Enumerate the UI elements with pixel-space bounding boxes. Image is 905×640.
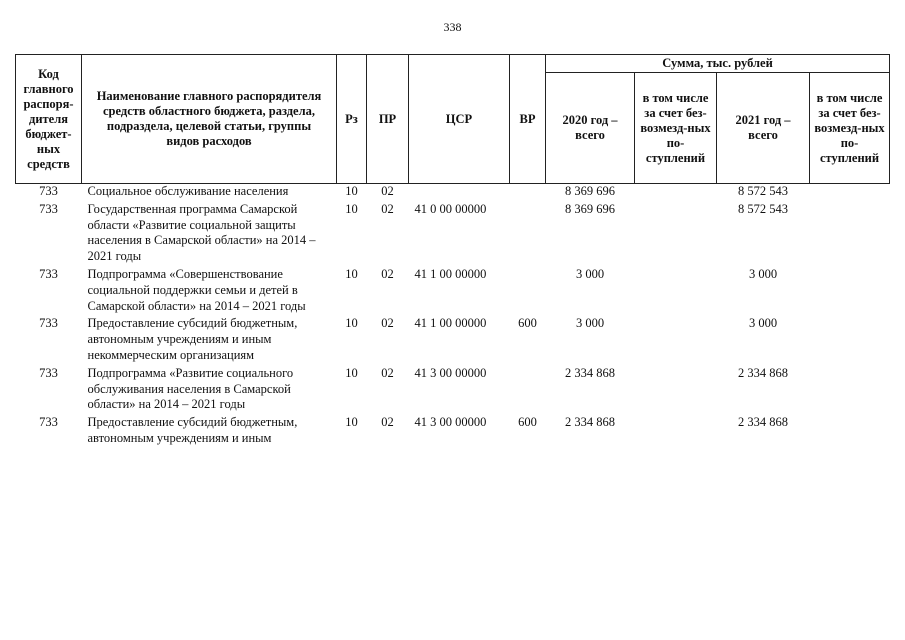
cell-name: Подпрограмма «Совершенствование социальной поддержки семьи и детей в Самарской области» на 2014 – 2021 годы [87, 266, 306, 313]
cell-csr: 41 3 00 00000 [414, 415, 487, 430]
cell-2020-total: 8 369 696 [565, 184, 615, 198]
cell-vr: 600 [518, 316, 537, 331]
header-vr: ВР [510, 55, 546, 184]
cell-2021-total: 8 572 543 [738, 201, 788, 216]
table-row [16, 265, 890, 314]
cell-2020-free [635, 265, 717, 314]
cell-code: 733 [39, 201, 58, 216]
cell-2021-free [810, 314, 890, 363]
cell-pr: 02 [381, 201, 394, 216]
cell-2020-free [635, 364, 717, 413]
cell-code: 733 [39, 415, 58, 430]
cell-name: Предоставление субсидий бюджетным, автономным учреждениям и иным некоммерческим организациям [87, 316, 298, 362]
cell-csr: 41 3 00 00000 [414, 365, 487, 380]
cell-2020-free [635, 200, 717, 265]
cell-2021-free [810, 413, 890, 447]
cell-2021-free [810, 364, 890, 413]
cell-2020-total: 3 000 [575, 266, 605, 281]
cell-csr: 41 1 00 00000 [414, 316, 487, 331]
cell-csr: 41 1 00 00000 [414, 266, 487, 281]
header-pr: ПР [367, 55, 409, 184]
cell-name: Государственная программа Самарской области «Развитие социальной защиты населения в Самарской области» на 2014 – 2021 годы [87, 201, 316, 264]
cell-rz: 10 [345, 415, 358, 430]
cell-pr: 02 [381, 415, 394, 430]
cell-2020-free [635, 184, 717, 200]
cell-code: 733 [39, 266, 58, 281]
header-sum: Сумма, тыс. рублей [546, 55, 890, 73]
cell-vr [510, 184, 546, 200]
cell-pr: 02 [381, 365, 394, 380]
cell-2020-total: 8 369 696 [565, 201, 615, 216]
header-2020-total: 2020 год – всего [546, 73, 635, 184]
cell-name: Подпрограмма «Развитие социального обслуживания населения в Самарской области» на 2014 – 2021 годы [87, 365, 294, 412]
header-2020-free: в том числе за счет без-возмезд-ных по-ступлений [635, 73, 717, 184]
table-row [16, 200, 890, 265]
cell-pr: 02 [381, 266, 394, 281]
cell-code: 733 [39, 365, 58, 380]
budget-table [15, 54, 890, 447]
header-csr: ЦСР [409, 55, 510, 184]
cell-2021-total: 3 000 [748, 266, 778, 281]
cell-2021-free [810, 200, 890, 265]
cell-vr [510, 200, 546, 265]
cell-rz: 10 [345, 266, 358, 281]
header-name: Наименование главного распорядителя средств областного бюджета, раздела, подраздела, целевой статьи, группы видов расходов [82, 55, 337, 184]
cell-rz: 10 [345, 365, 358, 380]
header-2021-total: 2021 год – всего [717, 73, 810, 184]
cell-vr [510, 265, 546, 314]
cell-vr [510, 364, 546, 413]
cell-vr: 600 [518, 415, 537, 430]
table-body [16, 184, 890, 447]
table-row [16, 413, 890, 447]
cell-rz: 10 [345, 316, 358, 331]
cell-rz: 10 [345, 184, 358, 198]
table-row [16, 314, 890, 363]
cell-2020-total: 2 334 868 [565, 365, 615, 380]
cell-pr: 02 [381, 316, 394, 331]
cell-2021-total: 2 334 868 [738, 365, 788, 380]
cell-code: 733 [39, 184, 58, 198]
cell-2021-total: 2 334 868 [738, 415, 788, 430]
cell-2020-free [635, 314, 717, 363]
table-header [16, 55, 890, 184]
page-number: 338 [443, 20, 462, 34]
cell-2020-free [635, 413, 717, 447]
cell-csr [409, 184, 510, 200]
cell-2021-total: 3 000 [748, 316, 778, 331]
cell-rz: 10 [345, 201, 358, 216]
header-code: Код главного распоря-дителя бюджет-ных средств [16, 55, 82, 184]
cell-2021-free [810, 184, 890, 200]
cell-csr: 41 0 00 00000 [414, 201, 487, 216]
table-row [16, 184, 890, 200]
cell-2021-free [810, 265, 890, 314]
cell-name: Предоставление субсидий бюджетным, автономным учреждениям и иным [87, 415, 298, 445]
cell-code: 733 [39, 316, 58, 331]
cell-pr: 02 [381, 184, 394, 198]
header-rz: Рз [337, 55, 367, 184]
header-2021-free: в том числе за счет без-возмезд-ных по-ступлений [810, 73, 890, 184]
cell-2020-total: 3 000 [575, 316, 605, 331]
cell-2021-total: 8 572 543 [738, 184, 788, 198]
table-row [16, 364, 890, 413]
cell-2020-total: 2 334 868 [565, 415, 615, 430]
cell-name: Социальное обслуживание населения [87, 184, 289, 198]
